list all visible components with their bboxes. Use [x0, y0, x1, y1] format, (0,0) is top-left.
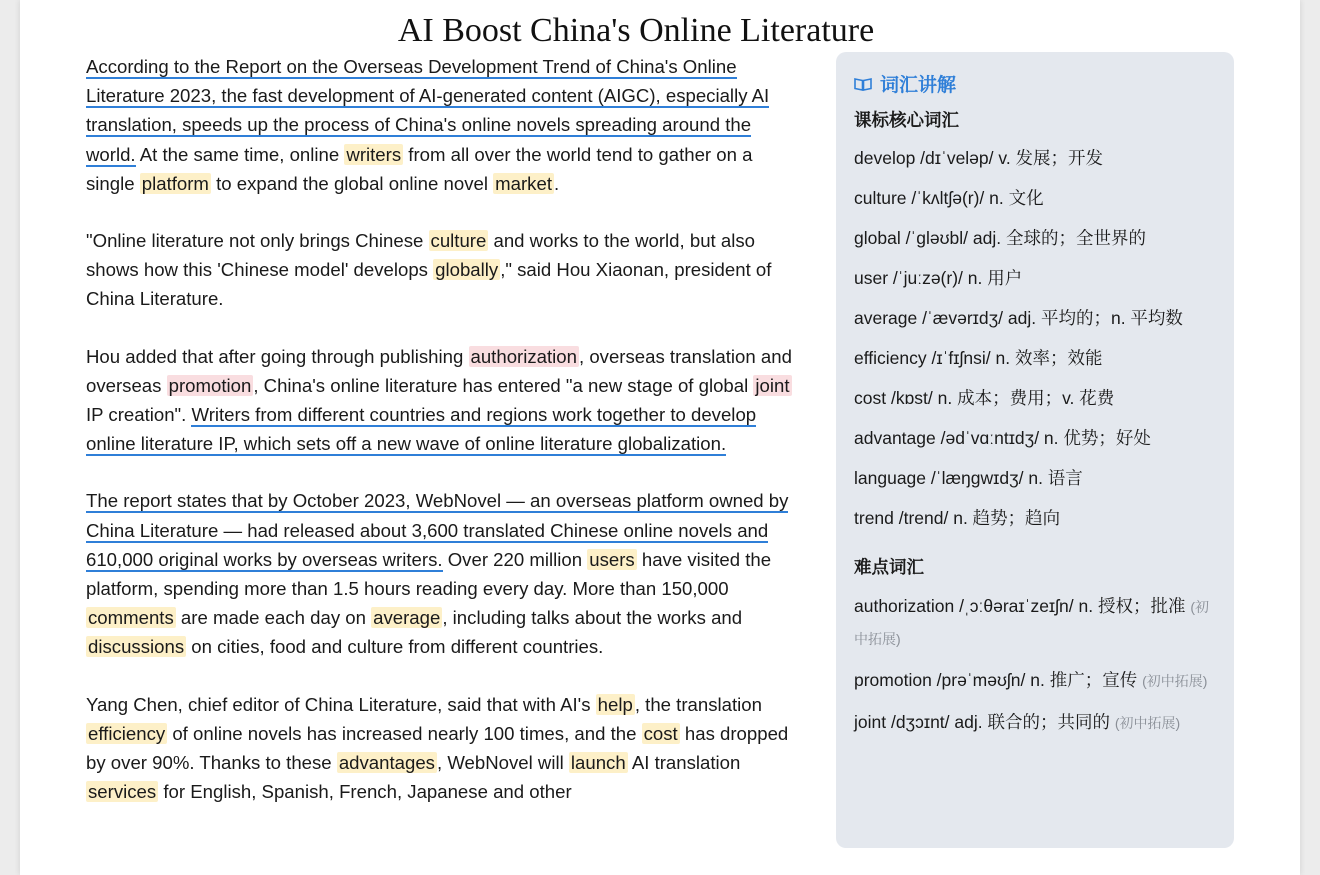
highlight-word: advantages — [338, 752, 435, 774]
underlined-sentence: The report states that by October 2023, WebNovel — an overseas platform owned by China Literature — had released about 3,600 translated Chinese online novels and 610,000 original works by overseas writers. — [86, 490, 789, 570]
highlight-word-hard: promotion — [168, 374, 252, 396]
highlight-word: culture — [430, 230, 487, 252]
vocab-entry: develop /dɪˈveləp/ v. 发展；开发 — [854, 148, 1104, 168]
core-vocab-heading: 课标核心词汇 — [854, 110, 959, 130]
vocab-entry: culture /ˈkʌltʃə(r)/ n. 文化 — [854, 188, 1044, 208]
vocab-entry: trend /trend/ n. 趋势；趋向 — [854, 508, 1061, 528]
vocab-entry: language /ˈlæŋɡwɪdʒ/ n. 语言 — [854, 468, 1083, 488]
highlight-word: users — [589, 548, 635, 570]
paragraph-3: Hou added that after going through publishing authorization , overseas translation and overseas promotion , China's online literature has entered "a new stage of global joint IP creation". Writers from different countries and regions work together to develop online literature IP, which sets off a new wave of online literature globalization. — [86, 345, 792, 455]
article-body — [86, 52, 802, 834]
vocabulary-header-label: 词汇讲解 — [880, 75, 957, 96]
vocab-entry: efficiency /ɪˈfɪʃnsi/ n. 效率；效能 — [854, 348, 1103, 368]
highlight-word: efficiency — [88, 722, 166, 744]
highlight-word: discussions — [88, 636, 185, 658]
extension-note: (初中拓展) — [1114, 715, 1181, 731]
vocab-entry: user /ˈjuːzə(r)/ n. 用户 — [854, 268, 1023, 288]
paragraph-5: Yang Chen, chief editor of China Literature, said that with AI's help , the translation efficiency of online novels has increased nearly 100 times, and the cost has dropped by over 90%. Thanks to these advantages , WebNovel will launch AI translation services for English, Spanish, French, Japanese and other — [86, 693, 789, 803]
underlined-sentence: According to the Report on the Overseas Development Trend of China's Online Literature 2023, the fast development of AI-generated content (AIGC), especially AI translation, speeds up the process of China's online novels spreading around the world. — [86, 56, 770, 165]
underlined-sentence: Writers from different countries and regions work together to develop online literature IP, which sets off a new wave of online literature globalization. — [86, 404, 757, 455]
book-icon — [854, 77, 872, 91]
paragraph-2: "Online literature not only brings Chinese culture and works to the world, but also shows how this 'Chinese model' develops globally ," said Hou Xiaonan, president of China Literature. — [86, 230, 772, 310]
vocab-entry: advantage /ədˈvɑːntɪdʒ/ n. 优势；好处 — [854, 428, 1151, 448]
extension-note: (初中拓展) — [1142, 673, 1208, 689]
highlight-word: platform — [141, 172, 209, 194]
highlight-word-hard: authorization — [470, 345, 577, 367]
vocab-entry-hard: joint /dʒɔɪnt/ adj. 联合的；共同的 (初中拓展) — [854, 712, 1181, 732]
vocab-entry: average /ˈævərɪdʒ/ adj. 平均的；n. 平均数 — [854, 308, 1183, 328]
vocab-entry-hard: promotion /prəˈməʊʃn/ n. 推广；宣传 (初中拓展) — [854, 670, 1208, 690]
paragraph-4: The report states that by October 2023, WebNovel — an overseas platform owned by China Literature — had released about 3,600 translated Chinese online novels and 610,000 original works by overseas writers. Over 220 million users have visited the platform, spending more than 1.5 hours reading every day. More than 150,000 comments are made each day on average , including talks about the works and discussions on cities, food and culture from different countries. — [86, 490, 789, 658]
extension-note: (初中拓展) — [854, 599, 1210, 647]
hard-vocab-heading: 难点词汇 — [854, 557, 924, 577]
highlight-word: launch — [570, 752, 626, 774]
article-title: AI Boost China's Online Literature — [397, 12, 875, 49]
highlight-word: comments — [88, 607, 174, 629]
vocabulary-panel — [836, 52, 1234, 848]
highlight-word: globally — [435, 259, 499, 281]
highlight-word: average — [373, 607, 441, 629]
highlight-word: cost — [643, 722, 678, 744]
vocab-entry: cost /kɒst/ n. 成本；费用；v. 花费 — [854, 388, 1115, 408]
highlight-word: market — [495, 172, 552, 194]
vocab-entry: global /ˈɡləʊbl/ adj. 全球的；全世界的 — [854, 228, 1146, 248]
paragraph-1: According to the Report on the Overseas Development Trend of China's Online Literature 2023, the fast development of AI-generated content (AIGC), especially AI translation, speeds up the process of China's online novels spreading around the world. At the same time, online writers from all over the world tend to gather on a single platform to expand the global online novel market . — [86, 56, 770, 194]
highlight-word: help — [597, 693, 633, 715]
vocab-entry-hard: authorization /ˌɔːθəraɪˈzeɪʃn/ n. 授权；批准 (初中拓展) — [854, 596, 1210, 647]
highlight-word: writers — [346, 143, 402, 165]
document-page — [20, 0, 1300, 875]
highlight-word: services — [88, 781, 157, 803]
vocabulary-header — [854, 70, 1216, 97]
highlight-word-hard: joint — [755, 374, 790, 396]
